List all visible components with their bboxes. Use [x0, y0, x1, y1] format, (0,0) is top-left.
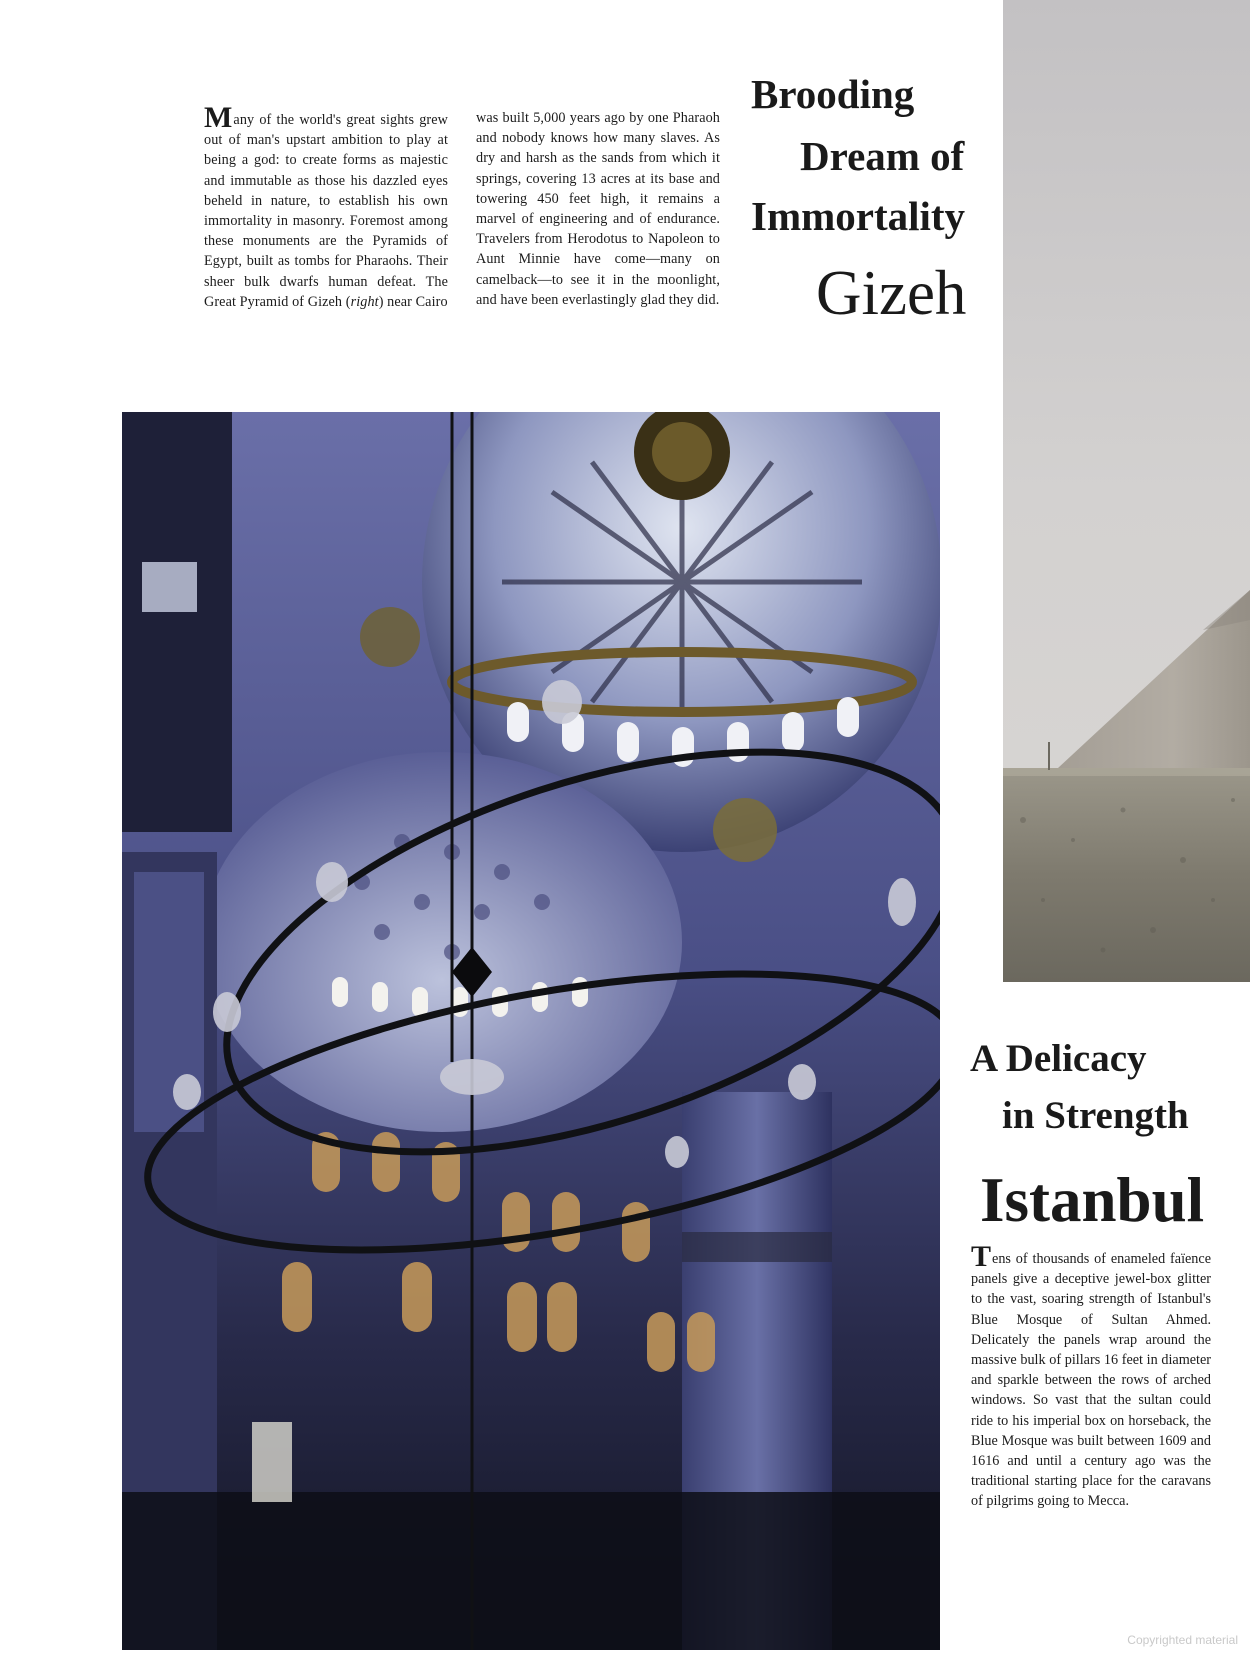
gizeh-intro-column-1 [204, 101, 448, 312]
mosque-illustration [122, 412, 940, 1650]
istanbul-body-rest: ens of thousands of enameled faïence panels give a deceptive jewel-box glitter to the vast, soaring strength of Istanbul's Blue Mosque of Sultan Ahmed. Delicately the panels wrap around the massive bulk of pillars 16 feet in diameter and sparkle between the rows of arched windows. So vast that the sultan could ride to his imperial box on horseback, the Blue Mosque was built between 1609 and 1616 and until a century ago was the traditional starting place for the caravans of pilgrims going to Mecca. [971, 1251, 1211, 1510]
gizeh-headline-line2: Dream of [800, 133, 965, 179]
intro-italic-right: right [350, 293, 379, 310]
istanbul-headline-line2: in Strength [1002, 1094, 1189, 1137]
gizeh-pyramid-photo [1003, 0, 1250, 982]
gizeh-headline-line1: Brooding [751, 71, 915, 117]
copyright-notice: Copyrighted material [1127, 1633, 1238, 1647]
intro-dropcap: M [204, 101, 233, 134]
pyramid-illustration [1003, 0, 1250, 982]
intro-text-part1: any of the world's great sights grew out of man's upstart ambition to play at being a god: to create forms as majestic and immutable as those his dazzled eyes beheld in nature, to establish his own immortality in masonry. Foremost among these monuments are the Pyramids of Egypt, built as tombs for Pharaohs. Their sheer bulk dwarfs human defeat. The Great Pyramid of Gizeh ( [204, 112, 448, 310]
intro-text-part2: ) near Cairo [378, 293, 448, 310]
istanbul-body-text [971, 1240, 1211, 1512]
istanbul-place-title: Istanbul [980, 1165, 1205, 1235]
gizeh-headline-line3: Immortality [751, 193, 966, 239]
blue-mosque-interior-photo [122, 412, 940, 1650]
istanbul-dropcap: T [971, 1240, 992, 1273]
gizeh-place-title: Gizeh [816, 258, 967, 328]
istanbul-headline-line1: A Delicacy [970, 1037, 1147, 1080]
gizeh-intro-column-2: was built 5,000 years ago by one Pharaoh and nobody knows how many slaves. As dry and harsh as the sands from which it springs, covering 13 acres at its base and towering 450 feet high, it remains a marvel of engineering and of endurance. Travelers from Herodotus to Napoleon to Aunt Minnie have come—many on camelback—to see it in the moonlight, and have been everlastingly glad they did. [476, 110, 720, 308]
